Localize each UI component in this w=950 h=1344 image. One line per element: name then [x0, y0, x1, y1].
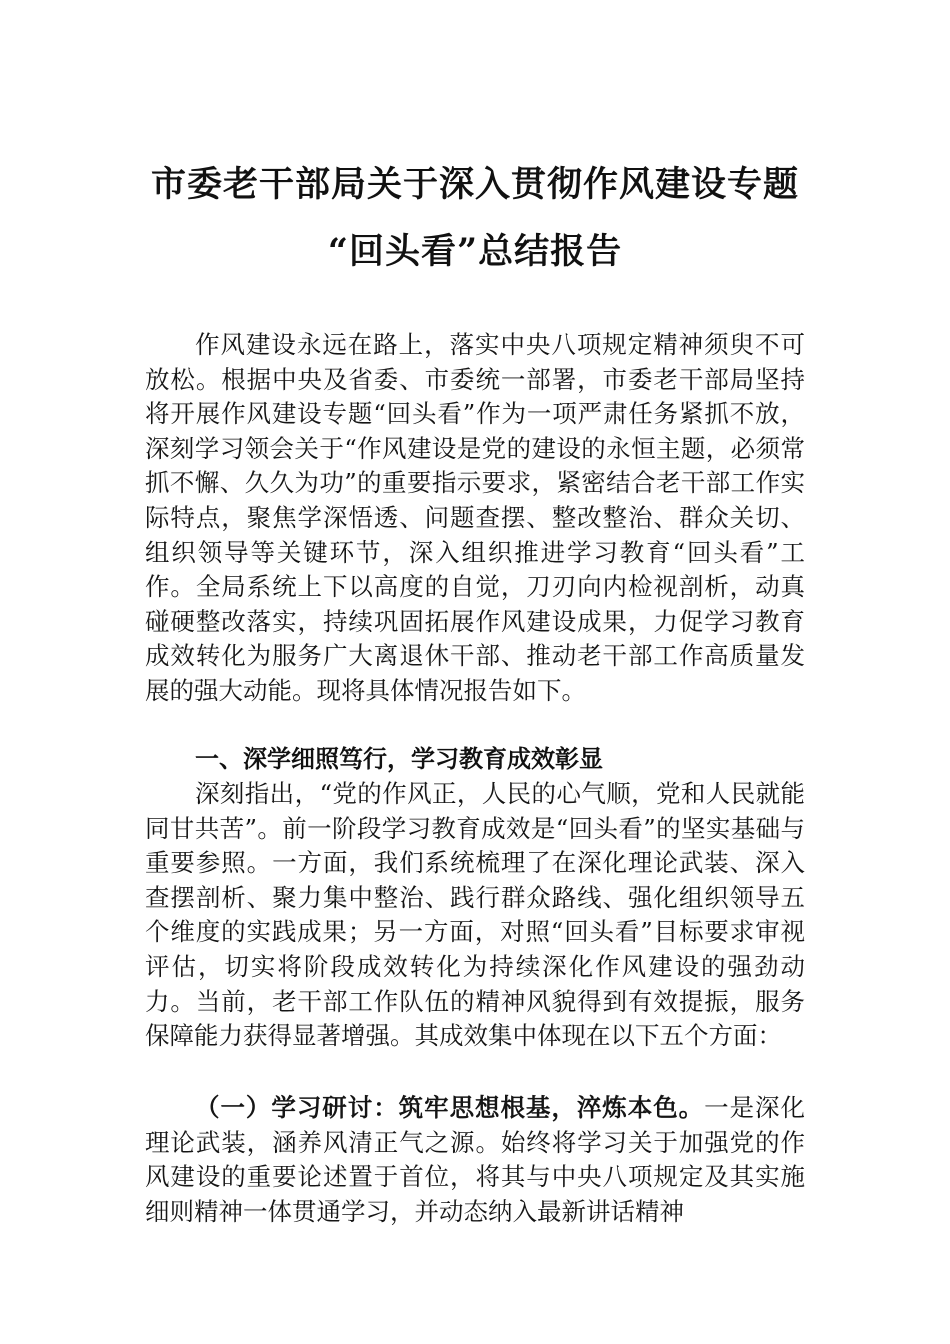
subsection-1-lead: （一）学习研讨：筑牢思想根基，淬炼本色。 [195, 1093, 705, 1122]
subsection-1-paragraph [145, 1091, 805, 1229]
section-1-paragraph: 深刻指出，“党的作风正，人民的心气顺，党和人民就能同甘共苦”。前一阶段学习教育成效是“回头看”的坚实基础与重要参照。一方面，我们系统梳理了在深化理论武装、深入查摆剖析、聚力集中整治、践行群众路线、强化组织领导五个维度的实践成果；另一方面，对照“回头看”目标要求审视评估，切实将阶段成效转化为持续深化作风建设的强劲动力。当前，老干部工作队伍的精神风貌得到有效提振，服务保障能力获得显著增强。其成效集中体现在以下五个方面： [145, 779, 805, 1051]
intro-paragraph: 作风建设永远在路上，落实中央八项规定精神须臾不可放松。根据中央及省委、市委统一部署，市委老干部局坚持将开展作风建设专题“回头看”作为一项严肃任务紧抓不放，深刻学习领会关于“作风建设是党的建设的永恒主题，必须常抓不懈、久久为功”的重要指示要求，紧密结合老干部工作实际特点，聚焦学深悟透、问题查摆、整改整治、群众关切、组织领导等关键环节，深入组织推进学习教育“回头看”工作。全局系统上下以高度的自觉，刀刃向内检视剖析，动真碰硬整改落实，持续巩固拓展作风建设成果，力促学习教育成效转化为服务广大离退休干部、推动老干部工作高质量发展的强大动能。现将具体情况报告如下。 [145, 330, 805, 705]
section-heading-1: 一、深学细照笃行，学习教育成效彰显 [195, 745, 603, 773]
document-title-line-2: “回头看”总结报告 [327, 231, 623, 272]
document-title-line-1: 市委老干部局关于深入贯彻作风建设专题 [150, 164, 799, 205]
subsection-1-text: 一是深化理论武装，涵养风清正气之源。始终将学习关于加强党的作风建设的重要论述置于首位，将其与中央八项规定及其实施细则精神一体贯通学习，并动态纳入最新讲话精神 [145, 1093, 806, 1226]
